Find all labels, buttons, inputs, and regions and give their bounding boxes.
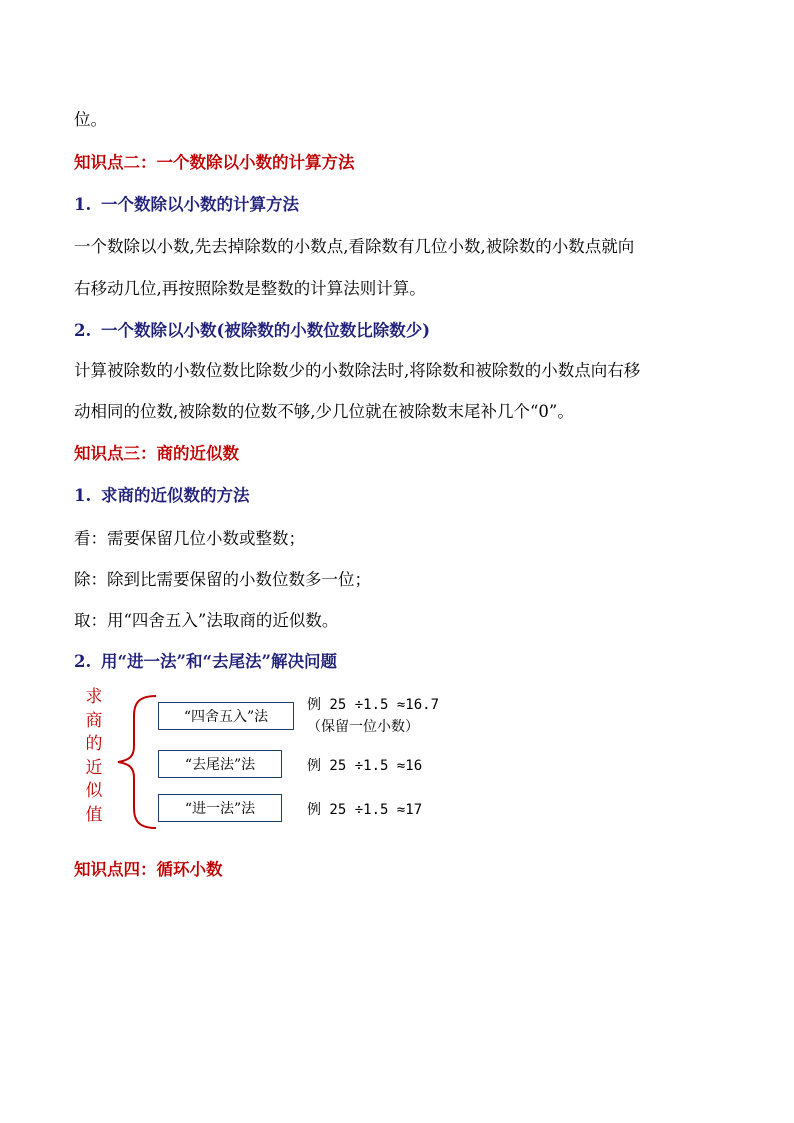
method-box-truncate: “去尾法”法 bbox=[158, 750, 282, 778]
subheading-title: 求商的近似数的方法 bbox=[101, 486, 250, 505]
example-rounding: 例 25 ÷1.5 ≈16.7 bbox=[307, 697, 440, 713]
heading-knowledge-point-3: 知识点三：商的近似数 bbox=[74, 444, 239, 463]
label-char: 的 bbox=[85, 734, 103, 754]
subheading-number: 2. bbox=[74, 321, 92, 340]
text-line: 位。 bbox=[74, 110, 107, 129]
label-char: 求 bbox=[85, 687, 103, 707]
label-char: 近 bbox=[85, 757, 103, 778]
example-ceiling: 例 25 ÷1.5 ≈17 bbox=[307, 802, 423, 818]
method-box-rounding: “四舍五入”法 bbox=[158, 702, 294, 730]
label-char: 值 bbox=[85, 804, 103, 825]
example-truncate: 例 25 ÷1.5 ≈16 bbox=[307, 758, 423, 774]
approximation-diagram bbox=[74, 686, 494, 836]
paragraph-line: 一个数除以小数,先去掉除数的小数点,看除数有几位小数,被除数的小数点就向 bbox=[74, 237, 635, 256]
paragraph-line: 右移动几位,再按照除数是整数的计算法则计算。 bbox=[74, 279, 426, 298]
step-take: 取：用“四舍五入”法取商的近似数。 bbox=[74, 611, 339, 630]
step-look: 看：需要保留几位小数或整数； bbox=[74, 529, 305, 548]
heading-knowledge-point-4: 知识点四：循环小数 bbox=[74, 860, 223, 879]
brace-path bbox=[118, 696, 156, 828]
subheading-2 bbox=[74, 317, 430, 341]
subheading-number: 2. bbox=[74, 652, 92, 671]
heading-knowledge-point-2: 知识点二：一个数除以小数的计算方法 bbox=[74, 153, 355, 172]
subheading-title: 一个数除以小数(被除数的小数位数比除数少) bbox=[101, 321, 431, 340]
paragraph-line: 计算被除数的小数位数比除数少的小数除法时,将除数和被除数的小数点向右移 bbox=[74, 361, 641, 380]
paragraph-line: 动相同的位数,被除数的位数不够,少几位就在被除数末尾补几个“0”。 bbox=[74, 402, 574, 421]
curly-brace bbox=[112, 694, 160, 830]
subheading-title: 用“进一法”和“去尾法”解决问题 bbox=[101, 652, 337, 671]
subheading-4 bbox=[74, 648, 337, 672]
subheading-1 bbox=[74, 191, 299, 215]
label-char: 似 bbox=[85, 781, 103, 801]
subheading-number: 1. bbox=[74, 486, 92, 505]
label-char: 商 bbox=[85, 710, 103, 731]
subheading-3 bbox=[74, 482, 250, 506]
vertical-label bbox=[82, 686, 106, 827]
example-rounding-note: （保留一位小数） bbox=[307, 719, 419, 735]
step-divide: 除：除到比需要保留的小数位数多一位； bbox=[74, 570, 371, 589]
subheading-title: 一个数除以小数的计算方法 bbox=[101, 195, 299, 214]
subheading-number: 1. bbox=[74, 195, 92, 214]
method-box-ceiling: “进一法”法 bbox=[158, 794, 282, 822]
